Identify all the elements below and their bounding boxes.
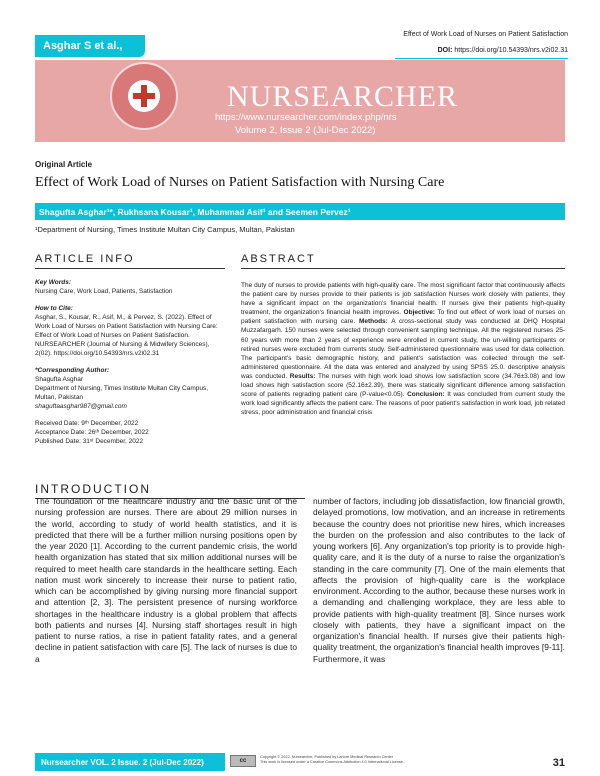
author-tab: Asghar S et al., (35, 35, 145, 57)
article-title: Effect of Work Load of Nurses on Patient Satisfaction with Nursing Care (35, 175, 445, 190)
journal-volume: Volume 2, Issue 2 (Jul-Dec 2022) (235, 125, 376, 136)
doi-link[interactable]: https://doi.org/10.54393/nrs.v2i02.31 (454, 47, 568, 54)
footer-copyright (260, 755, 460, 765)
dates-block (35, 419, 225, 446)
abstract-heading: ABSTRACT (241, 253, 565, 269)
objective-text: To find out effect of work load of nurses on patient satisfaction with nursing care. (241, 309, 565, 326)
footer-journal-bar: Nursearcher VOL. 2 Issue. 2 (Jul-Dec 2022) (35, 753, 225, 771)
results-text: The nurses with high work load shows low satisfaction score (34.76±3.08) and low load shows high satisfaction score (52.16±2.39), there was statically significant difference among satisfaction score of patients regrading patient care (P-value<0.05). (241, 372, 565, 399)
running-title: Effect of Work Load of Nurses on Patient Satisfaction (403, 31, 568, 38)
accepted-date: Acceptance Date: 26ᵗʰ December, 2022 (35, 429, 149, 436)
abstract-body (241, 281, 565, 417)
citation-label: How to Cite: (35, 305, 73, 312)
abstract-intro: The duty of nurses to provide patients with high-quality care. The most significant factor that continuously affects the patient care by nurses provide to their patients is job satisfaction Nurses work closely with patients, they have a significant impact on the organization's financial health. If nurses give their patients high-quality treatment, the organization's financial health improves. (241, 282, 565, 317)
citation-text: Asghar, S., Kousar, R., Asif, M., & Pervez, S. (2022). Effect of Work Load of Nurses on Patient Satisfaction with Nursing Care: Effect of Work Load of Nurses on Patient Satisfaction. NURSEARCHER (Journal of Nursing & Midwifery Sciences), 2(02). https://doi.org/10.54393/nrs.v2i02.31 (35, 314, 218, 357)
conclusion-label: Conclusion: (407, 391, 445, 399)
corresponding-label: *Corresponding Author: (35, 367, 110, 374)
corresponding-email-link[interactable]: shaguftaasghar987@gmail.com (35, 403, 127, 410)
doi-label: DOI: (437, 47, 453, 54)
article-info-heading: ARTICLE INFO (35, 253, 225, 269)
affiliation: ¹Department of Nursing, Times Institute Multan City Campus, Multan, Pakistan (35, 225, 295, 234)
received-date: Received Date: 9ᵗʰ December, 2022 (35, 420, 139, 427)
journal-banner (35, 60, 565, 142)
cross-icon-horizontal (133, 93, 155, 99)
journal-name: NURSEARCHER (227, 80, 459, 113)
introduction-heading: INTRODUCTION (35, 482, 305, 499)
logo-emblem (128, 80, 160, 112)
authors-bar: Shagufta Asghar¹*, Rukhsana Kousar¹, Muhammad Asif¹ and Seemen Pervez¹ (35, 203, 565, 220)
corresponding-name: Shagufta Asghar (35, 376, 84, 383)
corresponding-block (35, 366, 225, 411)
journal-url-link[interactable]: https://www.nursearcher.com/index.php/nrs (215, 112, 397, 123)
keywords-block (35, 278, 225, 296)
methods-text: A cross-sectional study was conducted at DHQ Hospital Muzzafargarh. 150 nurses were selected through convenient sampling technique. All the registered nurses 25-60 years with more than 2 years of experience were enrolled in current study, the un-willing participants or retired nurses were excluded from currents study. Self-administered questionnaire was used for data collection. The participant's basic demographic history, and patient's satisfaction was collected through the self-administered questionnaire. All the data was entered and analyzed by using SPSS 25.0. descriptive analysis was conducted. (241, 318, 565, 380)
conclusion-text: It was concluded from current study the work load significantly affects the patient care. The reasons of poor patient's satisfaction in work load, job related stress, poor administration and financial crisis (241, 391, 565, 417)
introduction-column-2: number of factors, including job dissatisfaction, low financial growth, delayed promotions, low motivation, and an increase in retirements because the country does not prioritise new hires, which increases the burden on the profession and also contributes to the lack of young workers [6]. Any organization's top priority is to provide high-quality care, and it is the duty of a nurse to raise the organization's standing in the care community [7]. One of the main elements that affects the provision of high-quality care is the workplace environment. According to the author, because these nurses work in a demanding and challenging workplace, they are less able to provide patients with high-quality treatment [8]. Since nurses work closely with patients, they have a significant impact on the organization's financial health. If nurses give their patients high-quality treatment, the organization's financial health improves [9-11]. Furthermore, it was (313, 496, 565, 664)
copyright-text: Copyright © 2022. Nursearcher, Published by Lahore Medical Research Center (260, 755, 394, 759)
header-rule (395, 58, 568, 59)
citation-block (35, 304, 225, 358)
keywords-label: Key Words: (35, 279, 71, 286)
article-info-column (35, 278, 225, 454)
published-date: Published Date: 31ˢᵗ December, 2022 (35, 438, 144, 445)
corresponding-dept: Department of Nursing, Times Institute Multan City Campus, Multan, Pakistan (35, 385, 209, 401)
article-type: Original Article (35, 160, 93, 169)
journal-logo-icon (110, 62, 178, 130)
introduction-column-1: The foundation of the healthcare industry and the basic unit of the nursing profession are nurses. There are about 29 million nurses in the world, according to study of world health statistics, and it is predicted that there will be a further million nursing positions open by the year 2020 [1]. According to the current pandemic crisis, the world health organization has stated that six million additional nurses will be required to meet health care standards in the healthcare setting. Each nation must work sincerely to increase their nurse to patient ratio, which can be accomplished by giving nursing more financial support and attention [2, 3]. The persistent presence of nursing workforce shortages in the healthcare industry is a global problem that affects both patients and nurses [4]. Nursing staff shortages result in high patient to nurse ratios, a rise in patient fatality rates, and a general decline in patient satisfaction with care [5]. The lack of nurses is due to a (35, 496, 297, 664)
cc-license-icon[interactable]: cc (230, 755, 256, 767)
license-text[interactable]: This work is licensed under a Creative Commons Attribution 4.0 International License. (260, 760, 404, 764)
keywords-text: Nursing Care, Work Load, Patients, Satisfaction (35, 288, 173, 295)
doi-line (438, 47, 568, 54)
methods-label: Methods: (358, 318, 388, 326)
page-number: 31 (552, 757, 565, 769)
objective-label: Objective: (403, 309, 435, 317)
results-label: Results: (289, 372, 316, 380)
